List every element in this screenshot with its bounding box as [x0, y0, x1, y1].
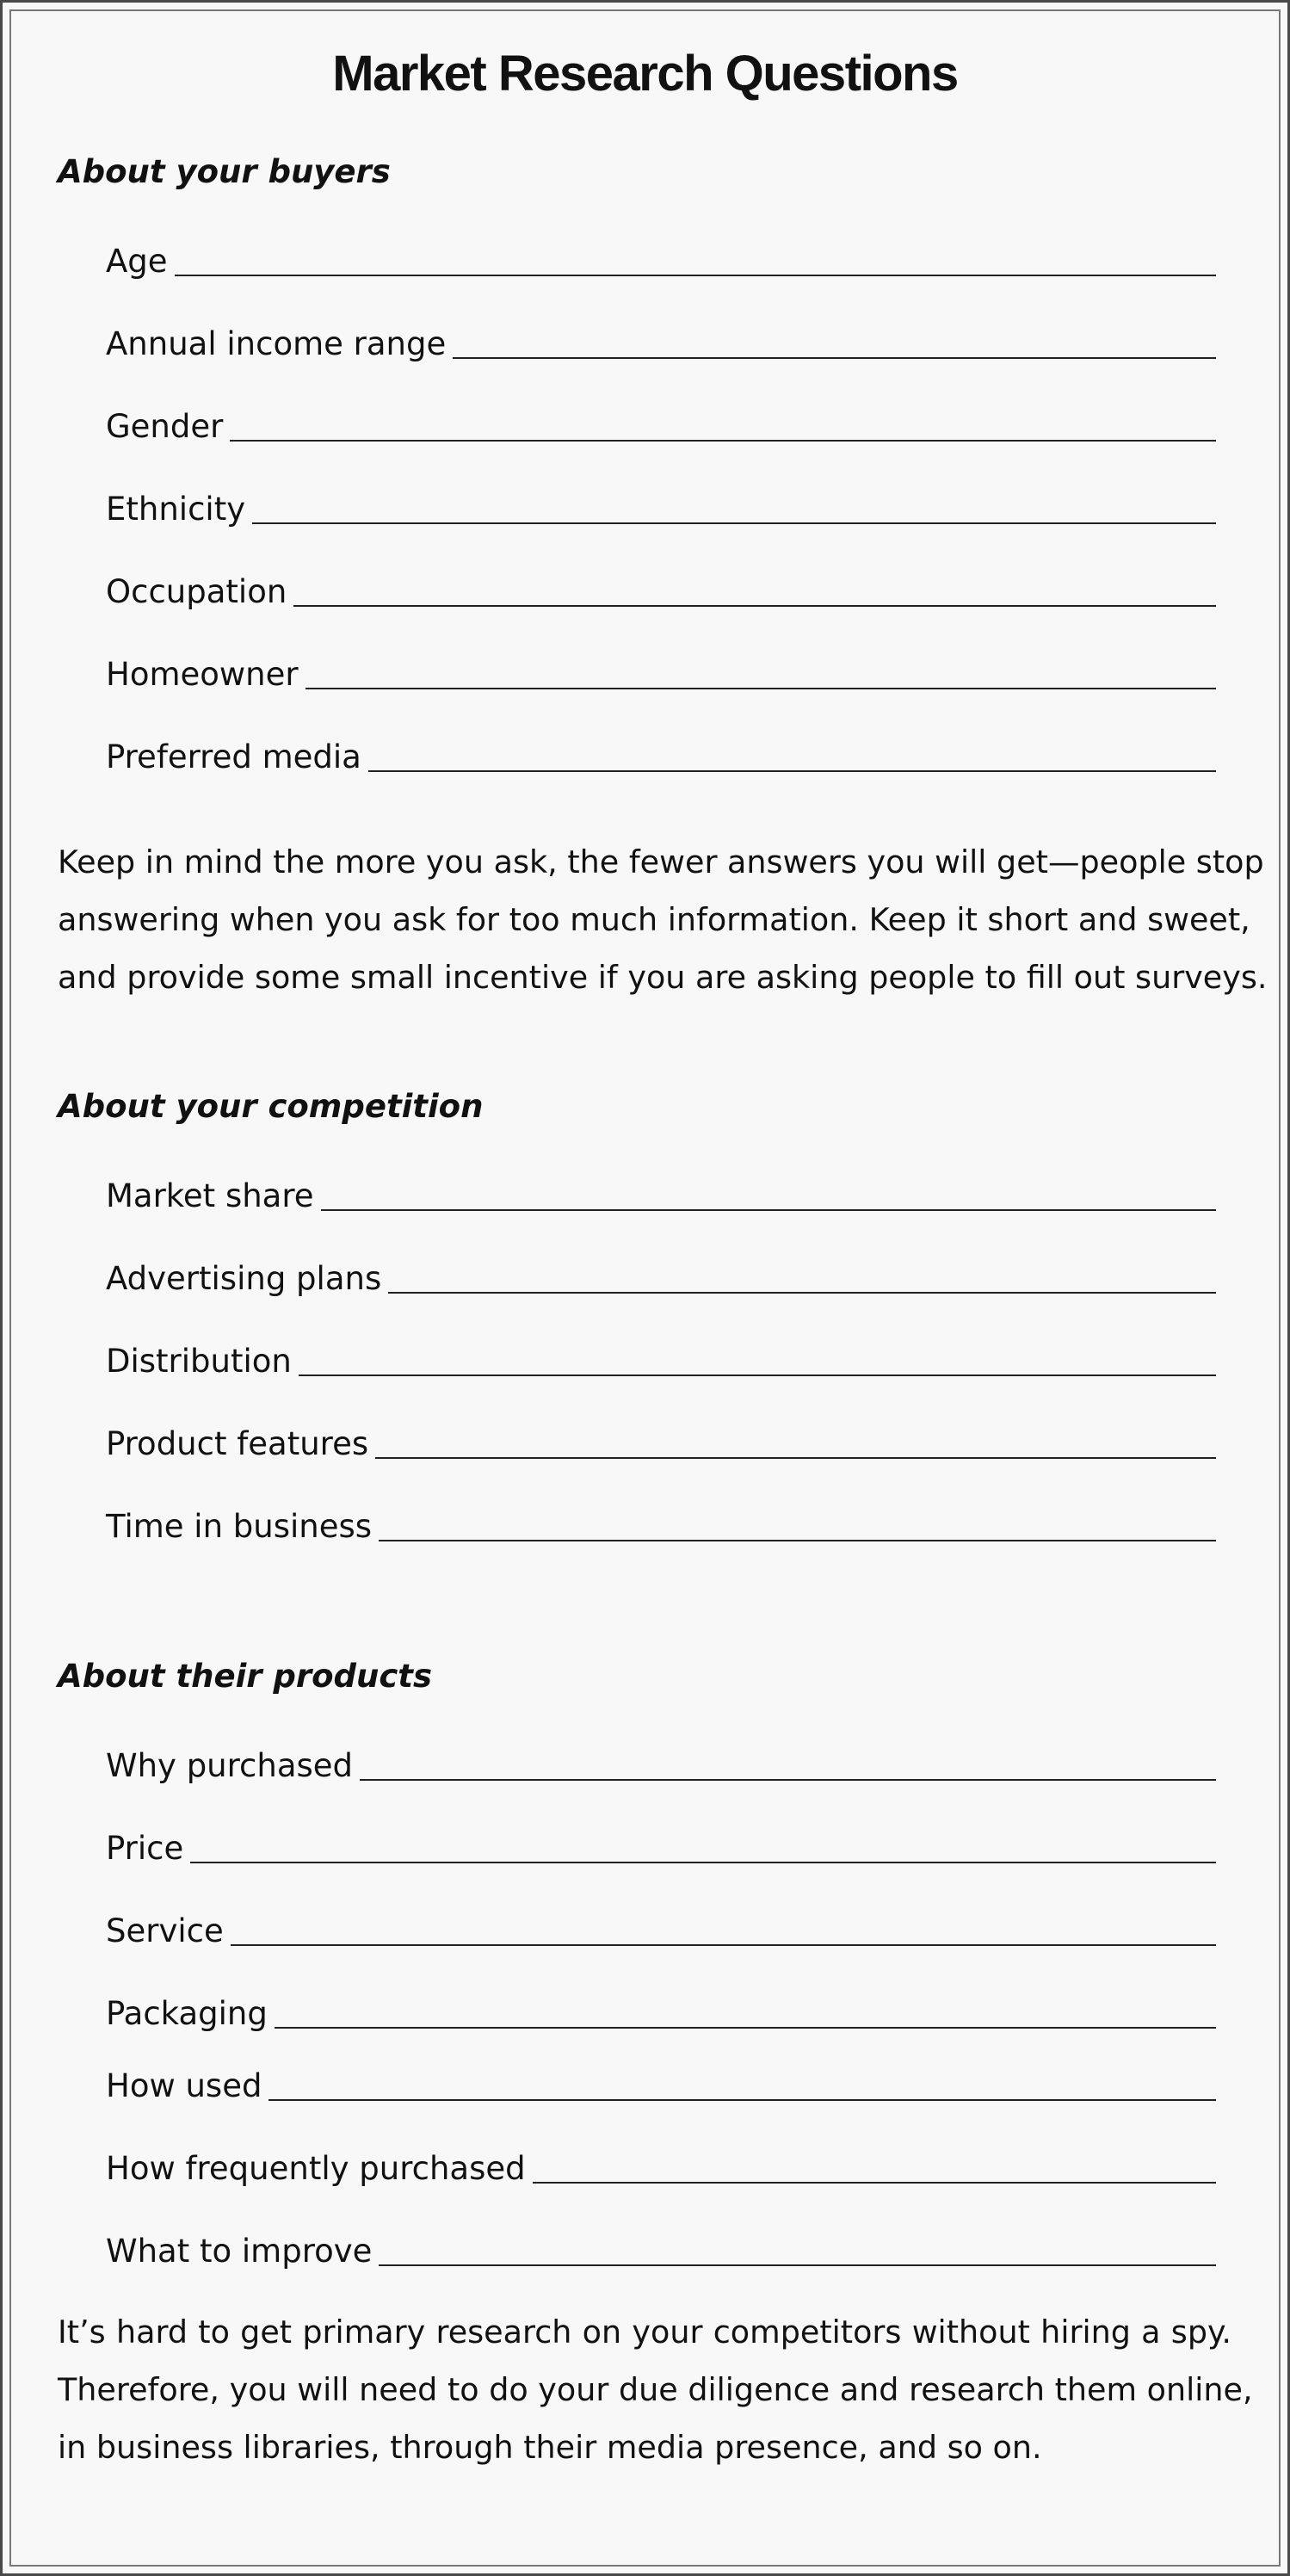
paragraph-line: in business libraries, through their media presence, and so on.	[58, 2429, 1042, 2466]
answer-line[interactable]	[321, 1208, 1216, 1211]
answer-line[interactable]	[533, 2181, 1216, 2184]
field-label: Ethnicity	[106, 491, 246, 528]
field-homeowner[interactable]	[106, 647, 1216, 693]
field-label: Advertising plans	[106, 1260, 382, 1297]
field-label: Time in business	[106, 1508, 373, 1545]
page-title: Market Research Questions	[332, 46, 958, 102]
answer-line[interactable]	[360, 1778, 1216, 1781]
field-price[interactable]	[106, 1821, 1216, 1867]
answer-line[interactable]	[388, 1291, 1216, 1294]
field-label: What to improve	[106, 2233, 373, 2270]
field-label: Packaging	[106, 1995, 268, 2032]
field-label: Age	[106, 243, 168, 280]
paragraph-line: Keep in mind the more you ask, the fewer answers you will get—people stop	[58, 843, 1264, 880]
answer-line[interactable]	[453, 356, 1216, 359]
field-age[interactable]	[106, 234, 1216, 280]
field-label: How used	[106, 2067, 262, 2104]
paragraph-line: and provide some small incentive if you are asking people to fill out surveys.	[58, 959, 1268, 996]
field-time-in-business[interactable]	[106, 1499, 1216, 1545]
paragraph-line: Therefore, you will need to do your due diligence and research them online,	[58, 2371, 1253, 2408]
answer-line[interactable]	[268, 2098, 1216, 2101]
competitor-tip-paragraph	[58, 2303, 1253, 2476]
field-service[interactable]	[106, 1904, 1216, 1947]
answer-line[interactable]	[275, 2026, 1216, 2029]
section-heading-competition: About your competition	[58, 1088, 484, 1125]
paragraph-line: answering when you ask for too much information. Keep it short and sweet,	[58, 901, 1250, 938]
field-label: Homeowner	[106, 656, 299, 693]
field-advertising-plans[interactable]	[106, 1251, 1216, 1297]
field-gender[interactable]	[106, 399, 1216, 445]
field-how-used[interactable]	[106, 2059, 1216, 2102]
field-label: Price	[106, 1830, 184, 1867]
field-preferred-media[interactable]	[106, 730, 1216, 773]
field-packaging[interactable]	[106, 1986, 1216, 2032]
field-occupation[interactable]	[106, 565, 1216, 608]
answer-line[interactable]	[230, 439, 1216, 442]
field-label: Market share	[106, 1177, 314, 1214]
field-ethnicity[interactable]	[106, 482, 1216, 528]
field-label: Why purchased	[106, 1747, 354, 1784]
field-label: Product features	[106, 1425, 369, 1462]
field-label: How frequently purchased	[106, 2150, 526, 2187]
section-heading-products: About their products	[58, 1658, 433, 1695]
answer-line[interactable]	[293, 604, 1216, 607]
field-label: Distribution	[106, 1343, 292, 1380]
field-how-frequently-purchased[interactable]	[106, 2141, 1216, 2187]
answer-line[interactable]	[368, 769, 1216, 772]
answer-line[interactable]	[379, 2264, 1216, 2266]
field-label: Annual income range	[106, 325, 447, 362]
field-what-to-improve[interactable]	[106, 2224, 1216, 2270]
answer-line[interactable]	[306, 687, 1216, 689]
field-why-purchased[interactable]	[106, 1739, 1216, 1782]
answer-line[interactable]	[175, 274, 1216, 276]
answer-line[interactable]	[231, 1943, 1216, 1946]
field-market-share[interactable]	[106, 1169, 1216, 1212]
paragraph-line: It’s hard to get primary research on your competitors without hiring a spy.	[58, 2313, 1231, 2351]
answer-line[interactable]	[379, 1539, 1216, 1541]
field-label: Preferred media	[106, 738, 361, 775]
answer-line[interactable]	[375, 1456, 1216, 1459]
field-annual-income-range[interactable]	[106, 317, 1216, 360]
section-heading-buyers: About your buyers	[58, 153, 391, 190]
answer-line[interactable]	[299, 1374, 1216, 1376]
field-product-features[interactable]	[106, 1417, 1216, 1460]
field-label: Service	[106, 1912, 224, 1949]
answer-line[interactable]	[252, 522, 1216, 524]
field-label: Occupation	[106, 573, 287, 610]
survey-tip-paragraph	[58, 833, 1268, 1006]
field-distribution[interactable]	[106, 1334, 1216, 1380]
answer-line[interactable]	[190, 1861, 1216, 1863]
field-label: Gender	[106, 408, 224, 445]
